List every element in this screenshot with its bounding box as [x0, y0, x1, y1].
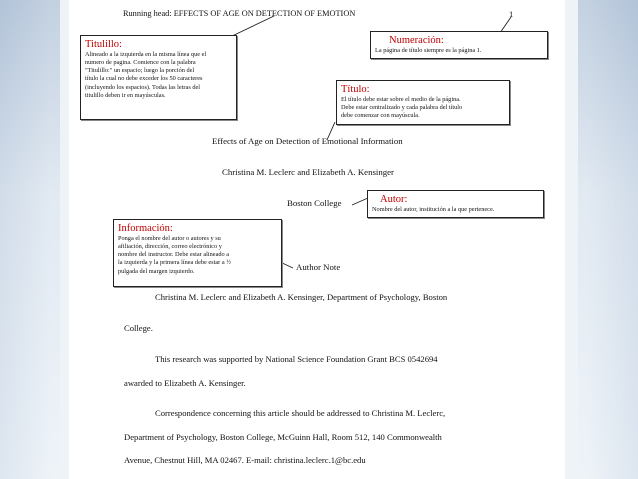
callout-informacion	[113, 219, 282, 287]
paper-authors: Christina M. Leclerc and Elizabeth A. Kensinger	[222, 167, 394, 177]
funding-line-2: awarded to Elizabeth A. Kensinger.	[124, 378, 246, 388]
page-number: 1	[509, 9, 514, 19]
author-note-line-1: Christina M. Leclerc and Elizabeth A. Kensinger, Department of Psychology, Boston	[155, 292, 448, 302]
funding-line-1: This research was supported by National Science Foundation Grant BCS 0542694	[155, 354, 438, 364]
callout-informacion-title: Información:	[118, 223, 173, 234]
right-decor-stripe	[578, 0, 638, 479]
callout-numeracion-text: La página de título siempre es la página 1.	[375, 46, 482, 54]
callout-titulo	[336, 80, 510, 125]
callout-titulillo-text: Alineado a la izquierda en la misma línea que el numero de pagina. Comience con la palabra "Titulillo:" un espacio; luego la porción del título la cual no debe exceder los 50 caracteres (incluyendo los espacios). Todas las letras del titulillo deben ir en mayúsculas.	[85, 50, 207, 100]
callout-titulillo-title: Titulillo:	[85, 39, 122, 50]
callout-autor	[367, 190, 544, 218]
callout-numeracion	[370, 31, 548, 59]
callout-autor-title: Autor:	[380, 194, 408, 205]
paper-affiliation: Boston College	[287, 198, 342, 208]
running-head: Running head: EFFECTS OF AGE ON DETECTION OF EMOTION	[123, 9, 356, 18]
callout-autor-text: Nombre del autor, institución a la que pertenece.	[372, 205, 495, 213]
correspondence-line-2: Department of Psychology, Boston College, McGuinn Hall, Room 512, 140 Commonwealth	[124, 432, 442, 442]
callout-titulo-text: El título debe estar sobre el medio de la página. Debe estar centralizado y cada palabra del título debe comenzar con mayúscula.	[341, 95, 463, 120]
paper-title: Effects of Age on Detection of Emotional Information	[212, 136, 403, 146]
callout-informacion-text: Ponga el nombre del autor o autores y su afiliación, dirección, correo electrónico y nombre del instructor. Debe estar alineado a la izquierda y la primera línea debe estar a ½ pulgada del margen izquierdo.	[118, 234, 231, 275]
callout-titulo-title: Título:	[341, 84, 370, 95]
author-note-heading: Author Note	[296, 262, 341, 272]
callout-numeracion-title: Numeración:	[389, 35, 444, 46]
correspondence-line-1: Correspondence concerning this article should be addressed to Christina M. Leclerc,	[155, 408, 446, 418]
author-note-line-2: College.	[124, 323, 153, 333]
left-decor-stripe	[0, 0, 60, 479]
callout-titulillo	[80, 35, 237, 120]
correspondence-line-3: Avenue, Chestnut Hill, MA 02467. E-mail: christina.leclerc.1@bc.edu	[124, 455, 366, 465]
